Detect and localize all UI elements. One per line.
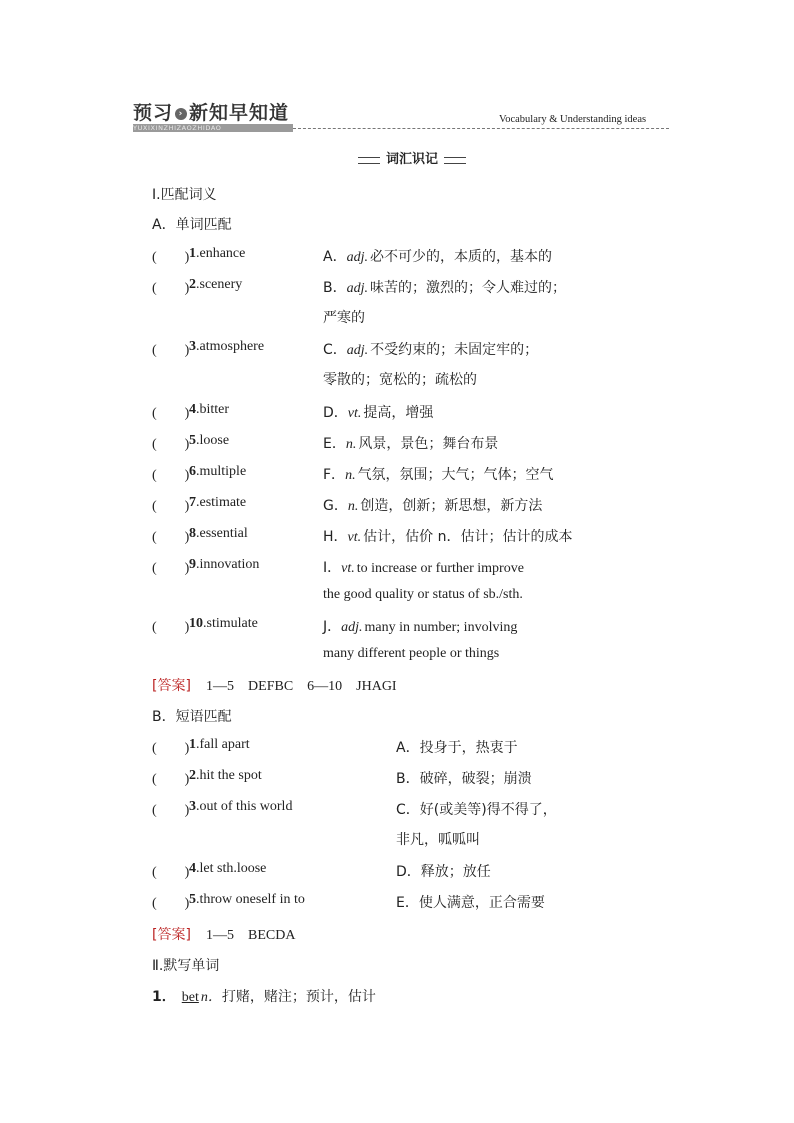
- definition: [323, 277, 566, 297]
- phrase-item: [189, 737, 250, 753]
- definition: [323, 464, 554, 484]
- part2-heading: Ⅱ.默写单词: [152, 958, 220, 974]
- word-item: [189, 246, 245, 262]
- definition-pos: adj.: [346, 250, 368, 265]
- definition-text: to increase or further improve: [356, 561, 524, 576]
- definition-text: many in number; involving: [364, 620, 518, 635]
- phrase-text: .hit the spot: [196, 768, 262, 783]
- subA-heading: A．单词匹配: [152, 217, 232, 233]
- word-number: 3: [189, 339, 196, 354]
- word-item: [189, 464, 246, 480]
- phrase-definition: [396, 892, 545, 912]
- answer-blank[interactable]: ( ): [152, 530, 190, 545]
- definition-label: A．: [323, 249, 347, 265]
- answer-label: [答案]: [152, 927, 191, 943]
- word-number: 4: [189, 402, 196, 417]
- definition: [323, 616, 517, 636]
- definition-label: B．: [323, 280, 347, 296]
- part2-item: [152, 986, 376, 1006]
- word-item: [189, 277, 242, 293]
- word-text: .loose: [196, 433, 230, 448]
- definition-text: 创造，创新；新思想，新方法: [360, 498, 543, 514]
- definition-text: 好(或美等)得不得了，: [419, 802, 557, 818]
- word-text: .stimulate: [203, 616, 258, 631]
- phrase-item: [189, 861, 266, 877]
- phrase-number: 5: [189, 892, 196, 907]
- word-text: .enhance: [196, 246, 246, 261]
- answer-blank[interactable]: ( ): [152, 620, 190, 635]
- word-text: .bitter: [196, 402, 230, 417]
- word-item: [189, 339, 264, 355]
- definition-pos: n.: [345, 437, 357, 452]
- definition-text: 提高，增强: [363, 405, 434, 421]
- header-title-right: 新知早知道: [189, 102, 290, 124]
- part1-heading: Ⅰ.匹配词义: [152, 187, 217, 203]
- definition-continued: 零散的；宽松的；疏松的: [323, 372, 477, 388]
- definition-text: 不受约束的；未固定牢的；: [370, 342, 539, 358]
- definition-label: E．: [323, 436, 346, 452]
- answer-blank[interactable]: ( ): [152, 772, 190, 787]
- phrase-text: .fall apart: [196, 737, 250, 752]
- word-number: 6: [189, 464, 196, 479]
- phrase-definition: [396, 737, 518, 757]
- phrase-number: 2: [189, 768, 196, 783]
- word-number: 10: [189, 616, 203, 631]
- definition-text: 投身于，热衷于: [419, 740, 518, 756]
- word-item: [189, 616, 258, 632]
- answer-blank[interactable]: ( ): [152, 741, 190, 756]
- definition-label: A．: [396, 740, 420, 756]
- word-item: [189, 526, 248, 542]
- definition-text: 估计，估价 n．估计；估计的成本: [363, 529, 573, 545]
- phrase-item: [189, 768, 262, 784]
- header-subtitle: YUXIXINZHIZAOZHIDAO: [133, 124, 293, 132]
- word-text: .essential: [196, 526, 248, 541]
- answer-blank[interactable]: ( ): [152, 499, 190, 514]
- definition-text: 必不可少的，本质的，基本的: [369, 249, 552, 265]
- definition-pos: adj.: [346, 281, 368, 296]
- definition-text: 气氛，氛围；大气；气体；空气: [357, 467, 554, 483]
- definition-label: G．: [323, 498, 348, 514]
- definition: [323, 433, 498, 453]
- phrase-item: [189, 799, 292, 815]
- definition-text: 使人满意，正合需要: [418, 895, 545, 911]
- word-number: 5: [189, 433, 196, 448]
- item-definition: 打赌，赌注；预计，估计: [221, 989, 376, 1005]
- definition: [323, 526, 572, 546]
- word-item: [189, 557, 259, 573]
- word-item: [189, 495, 246, 511]
- header-title-left: 预习: [133, 102, 174, 124]
- phrase-number: 1: [189, 737, 196, 752]
- definition-pos: vt.: [347, 406, 362, 421]
- answerB: [152, 924, 295, 944]
- definition-label: H．: [323, 529, 348, 545]
- phrase-text: .throw oneself in to: [196, 892, 305, 907]
- definition-label: J．: [323, 619, 342, 635]
- word-number: 2: [189, 277, 196, 292]
- answer-blank[interactable]: ( ): [152, 561, 190, 576]
- phrase-definition: [396, 861, 491, 881]
- answer-blank[interactable]: ( ): [152, 343, 190, 358]
- definition-continued: the good quality or status of sb./sth.: [323, 587, 523, 602]
- definition-label: F．: [323, 467, 346, 483]
- word-number: 1: [189, 246, 196, 261]
- definition-label: C．: [323, 342, 347, 358]
- definition-text: 破碎，破裂；崩溃: [419, 771, 532, 787]
- answerA: [152, 675, 397, 695]
- answer-blank[interactable]: ( ): [152, 250, 190, 265]
- definition-pos: n.: [347, 499, 359, 514]
- word-text: .multiple: [196, 464, 247, 479]
- phrase-item: [189, 892, 305, 908]
- definition-label: D．: [323, 405, 348, 421]
- phrase-text: .let sth.loose: [196, 861, 267, 876]
- definition-pos: adj.: [341, 620, 363, 635]
- definition-label: I．: [323, 560, 342, 576]
- answer-blank[interactable]: ( ): [152, 281, 190, 296]
- word-text: .scenery: [196, 277, 243, 292]
- definition: [323, 246, 552, 266]
- word-number: 7: [189, 495, 196, 510]
- definition-continued: many different people or things: [323, 646, 500, 661]
- arrow-circle-icon: ›: [175, 108, 187, 120]
- definition-label: C．: [396, 802, 420, 818]
- definition-pos: n.: [345, 468, 356, 483]
- definition-text: 释放；放任: [420, 864, 491, 880]
- answer-blank[interactable]: ( ): [152, 468, 190, 483]
- phrase-text: .out of this world: [196, 799, 293, 814]
- phrase-definition: [396, 799, 557, 819]
- definition-pos: adj.: [346, 343, 369, 358]
- answer-blank[interactable]: ( ): [152, 803, 190, 818]
- definition-pos: vt.: [341, 561, 355, 576]
- word-number: 9: [189, 557, 196, 572]
- word-item: [189, 402, 229, 418]
- definition-text: 味苦的；激烈的；令人难过的；: [370, 280, 566, 296]
- section-title: 词汇识记: [358, 151, 466, 169]
- definition-continued: 严寒的: [323, 310, 365, 326]
- definition-pos: vt.: [347, 530, 362, 545]
- header-divider: [293, 128, 669, 129]
- phrase-definition: [396, 768, 532, 788]
- item-answer: bet: [181, 990, 199, 1005]
- answer-blank[interactable]: ( ): [152, 437, 190, 452]
- definition-label: E．: [396, 895, 419, 911]
- header-right-text: Vocabulary & Understanding ideas: [499, 114, 647, 125]
- answer-text: 1—5 DEFBC 6—10 JHAGI: [206, 679, 397, 694]
- word-text: .estimate: [196, 495, 247, 510]
- definition: [323, 402, 433, 422]
- word-text: .atmosphere: [196, 339, 265, 354]
- answer-blank[interactable]: ( ): [152, 406, 190, 421]
- subB-heading: B．短语匹配: [152, 709, 232, 725]
- definition: [323, 557, 524, 577]
- item-pos: n．: [200, 990, 222, 1005]
- definition-text: 风景，景色；舞台布景: [358, 436, 499, 452]
- phrase-number: 3: [189, 799, 196, 814]
- answer-blank[interactable]: ( ): [152, 896, 190, 911]
- answer-label: [答案]: [152, 678, 191, 694]
- definition-continued: 非凡，呱呱叫: [396, 832, 480, 848]
- definition-label: B．: [396, 771, 420, 787]
- definition: [323, 339, 538, 359]
- item-number: 1．: [152, 989, 176, 1005]
- word-item: [189, 433, 229, 449]
- word-text: .innovation: [196, 557, 260, 572]
- definition: [323, 495, 542, 515]
- header-title: [133, 98, 289, 125]
- phrase-number: 4: [189, 861, 196, 876]
- definition-label: D．: [396, 864, 421, 880]
- answer-text: 1—5 BECDA: [206, 928, 296, 943]
- word-number: 8: [189, 526, 196, 541]
- answer-blank[interactable]: ( ): [152, 865, 190, 880]
